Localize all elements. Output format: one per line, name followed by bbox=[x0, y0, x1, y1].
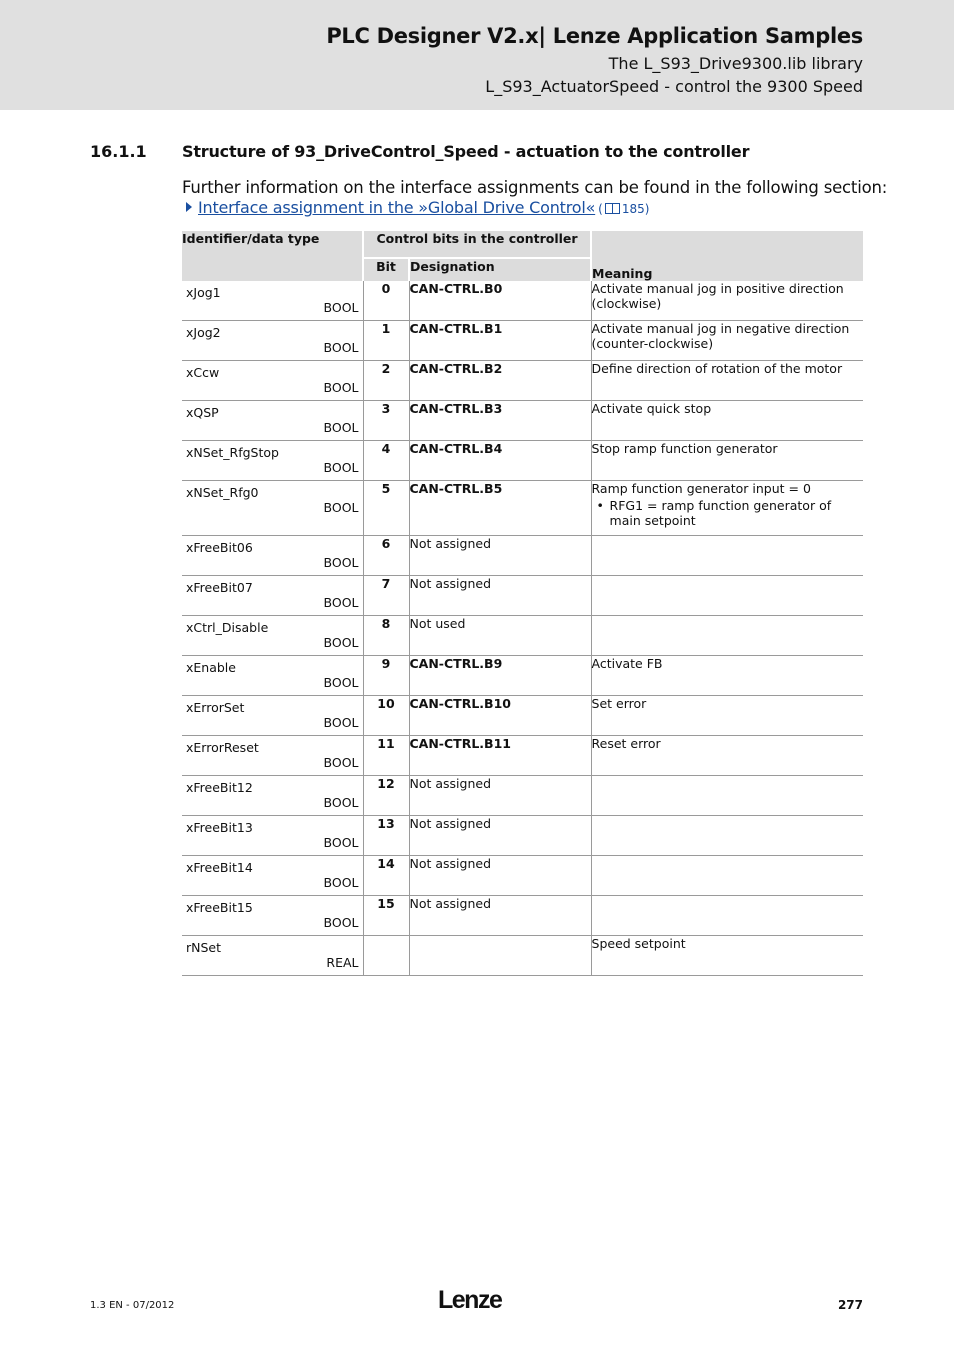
cell-meaning bbox=[591, 281, 863, 321]
meaning-text: Activate FB bbox=[591, 656, 663, 671]
cell-identifier bbox=[182, 616, 363, 656]
cell-bit: 2 bbox=[363, 361, 409, 401]
cell-identifier bbox=[182, 536, 363, 576]
identifier-name: xFreeBit07 bbox=[186, 580, 253, 595]
footer-version: 1.3 EN - 07/2012 bbox=[90, 1300, 175, 1311]
control-bits-table bbox=[182, 231, 863, 976]
identifier-name: xQSP bbox=[186, 405, 219, 420]
meaning-text: Define direction of rotation of the motor bbox=[591, 361, 843, 376]
cell-designation: CAN-CTRL.B9 bbox=[409, 656, 591, 696]
cell-identifier bbox=[182, 281, 363, 321]
data-type: REAL bbox=[326, 955, 359, 970]
cell-bit: 8 bbox=[363, 616, 409, 656]
cell-meaning bbox=[591, 401, 863, 441]
table-row bbox=[182, 736, 863, 776]
header-subtitle-library: The L_S93_Drive9300.lib library bbox=[608, 54, 863, 73]
data-type: BOOL bbox=[323, 795, 359, 810]
cell-meaning bbox=[591, 361, 863, 401]
cell-bit: 15 bbox=[363, 896, 409, 936]
cell-designation: CAN-CTRL.B4 bbox=[409, 441, 591, 481]
cell-identifier bbox=[182, 441, 363, 481]
meaning-text: Stop ramp function generator bbox=[591, 441, 778, 456]
cell-meaning bbox=[591, 896, 863, 936]
page-reference-number: 185) bbox=[621, 202, 650, 216]
table-row bbox=[182, 441, 863, 481]
identifier-name: xFreeBit14 bbox=[186, 860, 253, 875]
book-icon bbox=[605, 203, 620, 214]
meaning-text: Reset error bbox=[591, 736, 661, 751]
header-meaning: Meaning bbox=[591, 231, 863, 281]
identifier-name: xCcw bbox=[186, 365, 220, 380]
cell-designation: CAN-CTRL.B11 bbox=[409, 736, 591, 776]
cell-meaning bbox=[591, 321, 863, 361]
cell-bit: 9 bbox=[363, 656, 409, 696]
table-body bbox=[182, 281, 863, 976]
meaning-text: Activate manual jog in positive direction (clockwise) bbox=[591, 281, 844, 311]
cell-bit: 5 bbox=[363, 481, 409, 536]
intro-text: Further information on the interface assignments can be found in the following section: bbox=[182, 178, 888, 197]
cell-bit: 3 bbox=[363, 401, 409, 441]
data-type: BOOL bbox=[323, 875, 359, 890]
cell-designation: Not assigned bbox=[409, 856, 591, 896]
cell-identifier bbox=[182, 576, 363, 616]
page-header bbox=[0, 0, 954, 110]
identifier-name: xFreeBit06 bbox=[186, 540, 253, 555]
cell-meaning bbox=[591, 736, 863, 776]
cell-identifier bbox=[182, 856, 363, 896]
meaning-text: Speed setpoint bbox=[591, 936, 686, 951]
table-row bbox=[182, 656, 863, 696]
table-row bbox=[182, 281, 863, 321]
cell-bit: 12 bbox=[363, 776, 409, 816]
cell-bit: 11 bbox=[363, 736, 409, 776]
cross-reference-link[interactable] bbox=[186, 198, 649, 217]
header-designation: Designation bbox=[409, 258, 591, 281]
table-row bbox=[182, 936, 863, 976]
data-type: BOOL bbox=[323, 715, 359, 730]
section-title: Structure of 93_DriveControl_Speed - actuation to the controller bbox=[182, 142, 750, 161]
header-title: PLC Designer V2.x| Lenze Application Samples bbox=[326, 24, 863, 48]
identifier-name: rNSet bbox=[186, 940, 222, 955]
identifier-name: xErrorSet bbox=[186, 700, 245, 715]
identifier-name: xCtrl_Disable bbox=[186, 620, 269, 635]
cell-identifier bbox=[182, 816, 363, 856]
meaning-text: Activate manual jog in negative direction (counter-clockwise) bbox=[591, 321, 850, 351]
identifier-name: xFreeBit15 bbox=[186, 900, 253, 915]
data-type: BOOL bbox=[323, 835, 359, 850]
cell-identifier bbox=[182, 696, 363, 736]
cell-identifier bbox=[182, 656, 363, 696]
table-row bbox=[182, 816, 863, 856]
cell-identifier bbox=[182, 401, 363, 441]
cell-designation: Not used bbox=[409, 616, 591, 656]
lenze-logo: Lenze bbox=[438, 1286, 502, 1314]
data-type: BOOL bbox=[323, 340, 359, 355]
identifier-name: xErrorReset bbox=[186, 740, 259, 755]
section-number: 16.1.1 bbox=[90, 142, 147, 161]
data-type: BOOL bbox=[323, 300, 359, 315]
identifier-name: xJog2 bbox=[186, 325, 221, 340]
cell-meaning bbox=[591, 656, 863, 696]
data-type: BOOL bbox=[323, 500, 359, 515]
cell-bit: 0 bbox=[363, 281, 409, 321]
identifier-name: xFreeBit12 bbox=[186, 780, 253, 795]
cell-designation: CAN-CTRL.B2 bbox=[409, 361, 591, 401]
table-row bbox=[182, 776, 863, 816]
table-row bbox=[182, 616, 863, 656]
data-type: BOOL bbox=[323, 555, 359, 570]
cell-bit: 14 bbox=[363, 856, 409, 896]
table-row bbox=[182, 536, 863, 576]
meaning-text: Ramp function generator input = 0 bbox=[591, 481, 811, 496]
cell-designation: CAN-CTRL.B10 bbox=[409, 696, 591, 736]
identifier-name: xNSet_RfgStop bbox=[186, 445, 279, 460]
cell-bit: 13 bbox=[363, 816, 409, 856]
cell-designation: Not assigned bbox=[409, 576, 591, 616]
identifier-name: xEnable bbox=[186, 660, 236, 675]
header-identifier: Identifier/data type bbox=[182, 231, 363, 281]
table-row bbox=[182, 481, 863, 536]
cell-identifier bbox=[182, 361, 363, 401]
cell-meaning bbox=[591, 816, 863, 856]
cell-designation: CAN-CTRL.B0 bbox=[409, 281, 591, 321]
cell-designation: CAN-CTRL.B1 bbox=[409, 321, 591, 361]
cell-meaning bbox=[591, 776, 863, 816]
cell-identifier bbox=[182, 736, 363, 776]
cell-identifier bbox=[182, 936, 363, 976]
cell-designation: Not assigned bbox=[409, 896, 591, 936]
link-text[interactable]: Interface assignment in the »Global Drive Control« bbox=[198, 198, 596, 217]
meaning-bullet: • RFG1 = ramp function generator of main setpoint bbox=[592, 498, 864, 528]
cell-identifier bbox=[182, 321, 363, 361]
data-type: BOOL bbox=[323, 460, 359, 475]
cell-identifier bbox=[182, 776, 363, 816]
header-control-bits: Control bits in the controller bbox=[363, 231, 591, 258]
table-row bbox=[182, 401, 863, 441]
table-row bbox=[182, 361, 863, 401]
meaning-text: Set error bbox=[591, 696, 647, 711]
data-type: BOOL bbox=[323, 635, 359, 650]
cell-meaning bbox=[591, 536, 863, 576]
table-row bbox=[182, 696, 863, 736]
page-number: 277 bbox=[837, 1298, 863, 1312]
link-arrow-icon bbox=[186, 202, 192, 212]
data-type: BOOL bbox=[323, 595, 359, 610]
table-row bbox=[182, 576, 863, 616]
cell-bit bbox=[363, 936, 409, 976]
table-row bbox=[182, 321, 863, 361]
cell-designation: CAN-CTRL.B5 bbox=[409, 481, 591, 536]
cell-meaning bbox=[591, 616, 863, 656]
cell-meaning bbox=[591, 576, 863, 616]
cell-meaning bbox=[591, 936, 863, 976]
table-row bbox=[182, 856, 863, 896]
cell-meaning bbox=[591, 856, 863, 896]
cell-meaning bbox=[591, 696, 863, 736]
data-type: BOOL bbox=[323, 380, 359, 395]
header-subtitle-chapter: L_S93_ActuatorSpeed - control the 9300 Speed bbox=[485, 77, 863, 96]
cell-identifier bbox=[182, 896, 363, 936]
identifier-name: xFreeBit13 bbox=[186, 820, 253, 835]
page-reference[interactable] bbox=[598, 202, 649, 216]
cell-designation: Not assigned bbox=[409, 816, 591, 856]
cell-bit: 10 bbox=[363, 696, 409, 736]
page-reference-open: ( bbox=[598, 202, 603, 216]
identifier-name: xNSet_Rfg0 bbox=[186, 485, 259, 500]
cell-identifier bbox=[182, 481, 363, 536]
cell-designation: CAN-CTRL.B3 bbox=[409, 401, 591, 441]
header-bit: Bit bbox=[363, 258, 409, 281]
data-type: BOOL bbox=[323, 755, 359, 770]
cell-designation: Not assigned bbox=[409, 776, 591, 816]
cell-bit: 6 bbox=[363, 536, 409, 576]
data-type: BOOL bbox=[323, 420, 359, 435]
cell-meaning bbox=[591, 441, 863, 481]
cell-bit: 7 bbox=[363, 576, 409, 616]
cell-meaning bbox=[591, 481, 863, 536]
data-type: BOOL bbox=[323, 675, 359, 690]
data-type: BOOL bbox=[323, 915, 359, 930]
cell-designation bbox=[409, 936, 591, 976]
cell-bit: 4 bbox=[363, 441, 409, 481]
cell-designation: Not assigned bbox=[409, 536, 591, 576]
identifier-name: xJog1 bbox=[186, 285, 221, 300]
cell-bit: 1 bbox=[363, 321, 409, 361]
table-row bbox=[182, 896, 863, 936]
meaning-text: Activate quick stop bbox=[591, 401, 712, 416]
